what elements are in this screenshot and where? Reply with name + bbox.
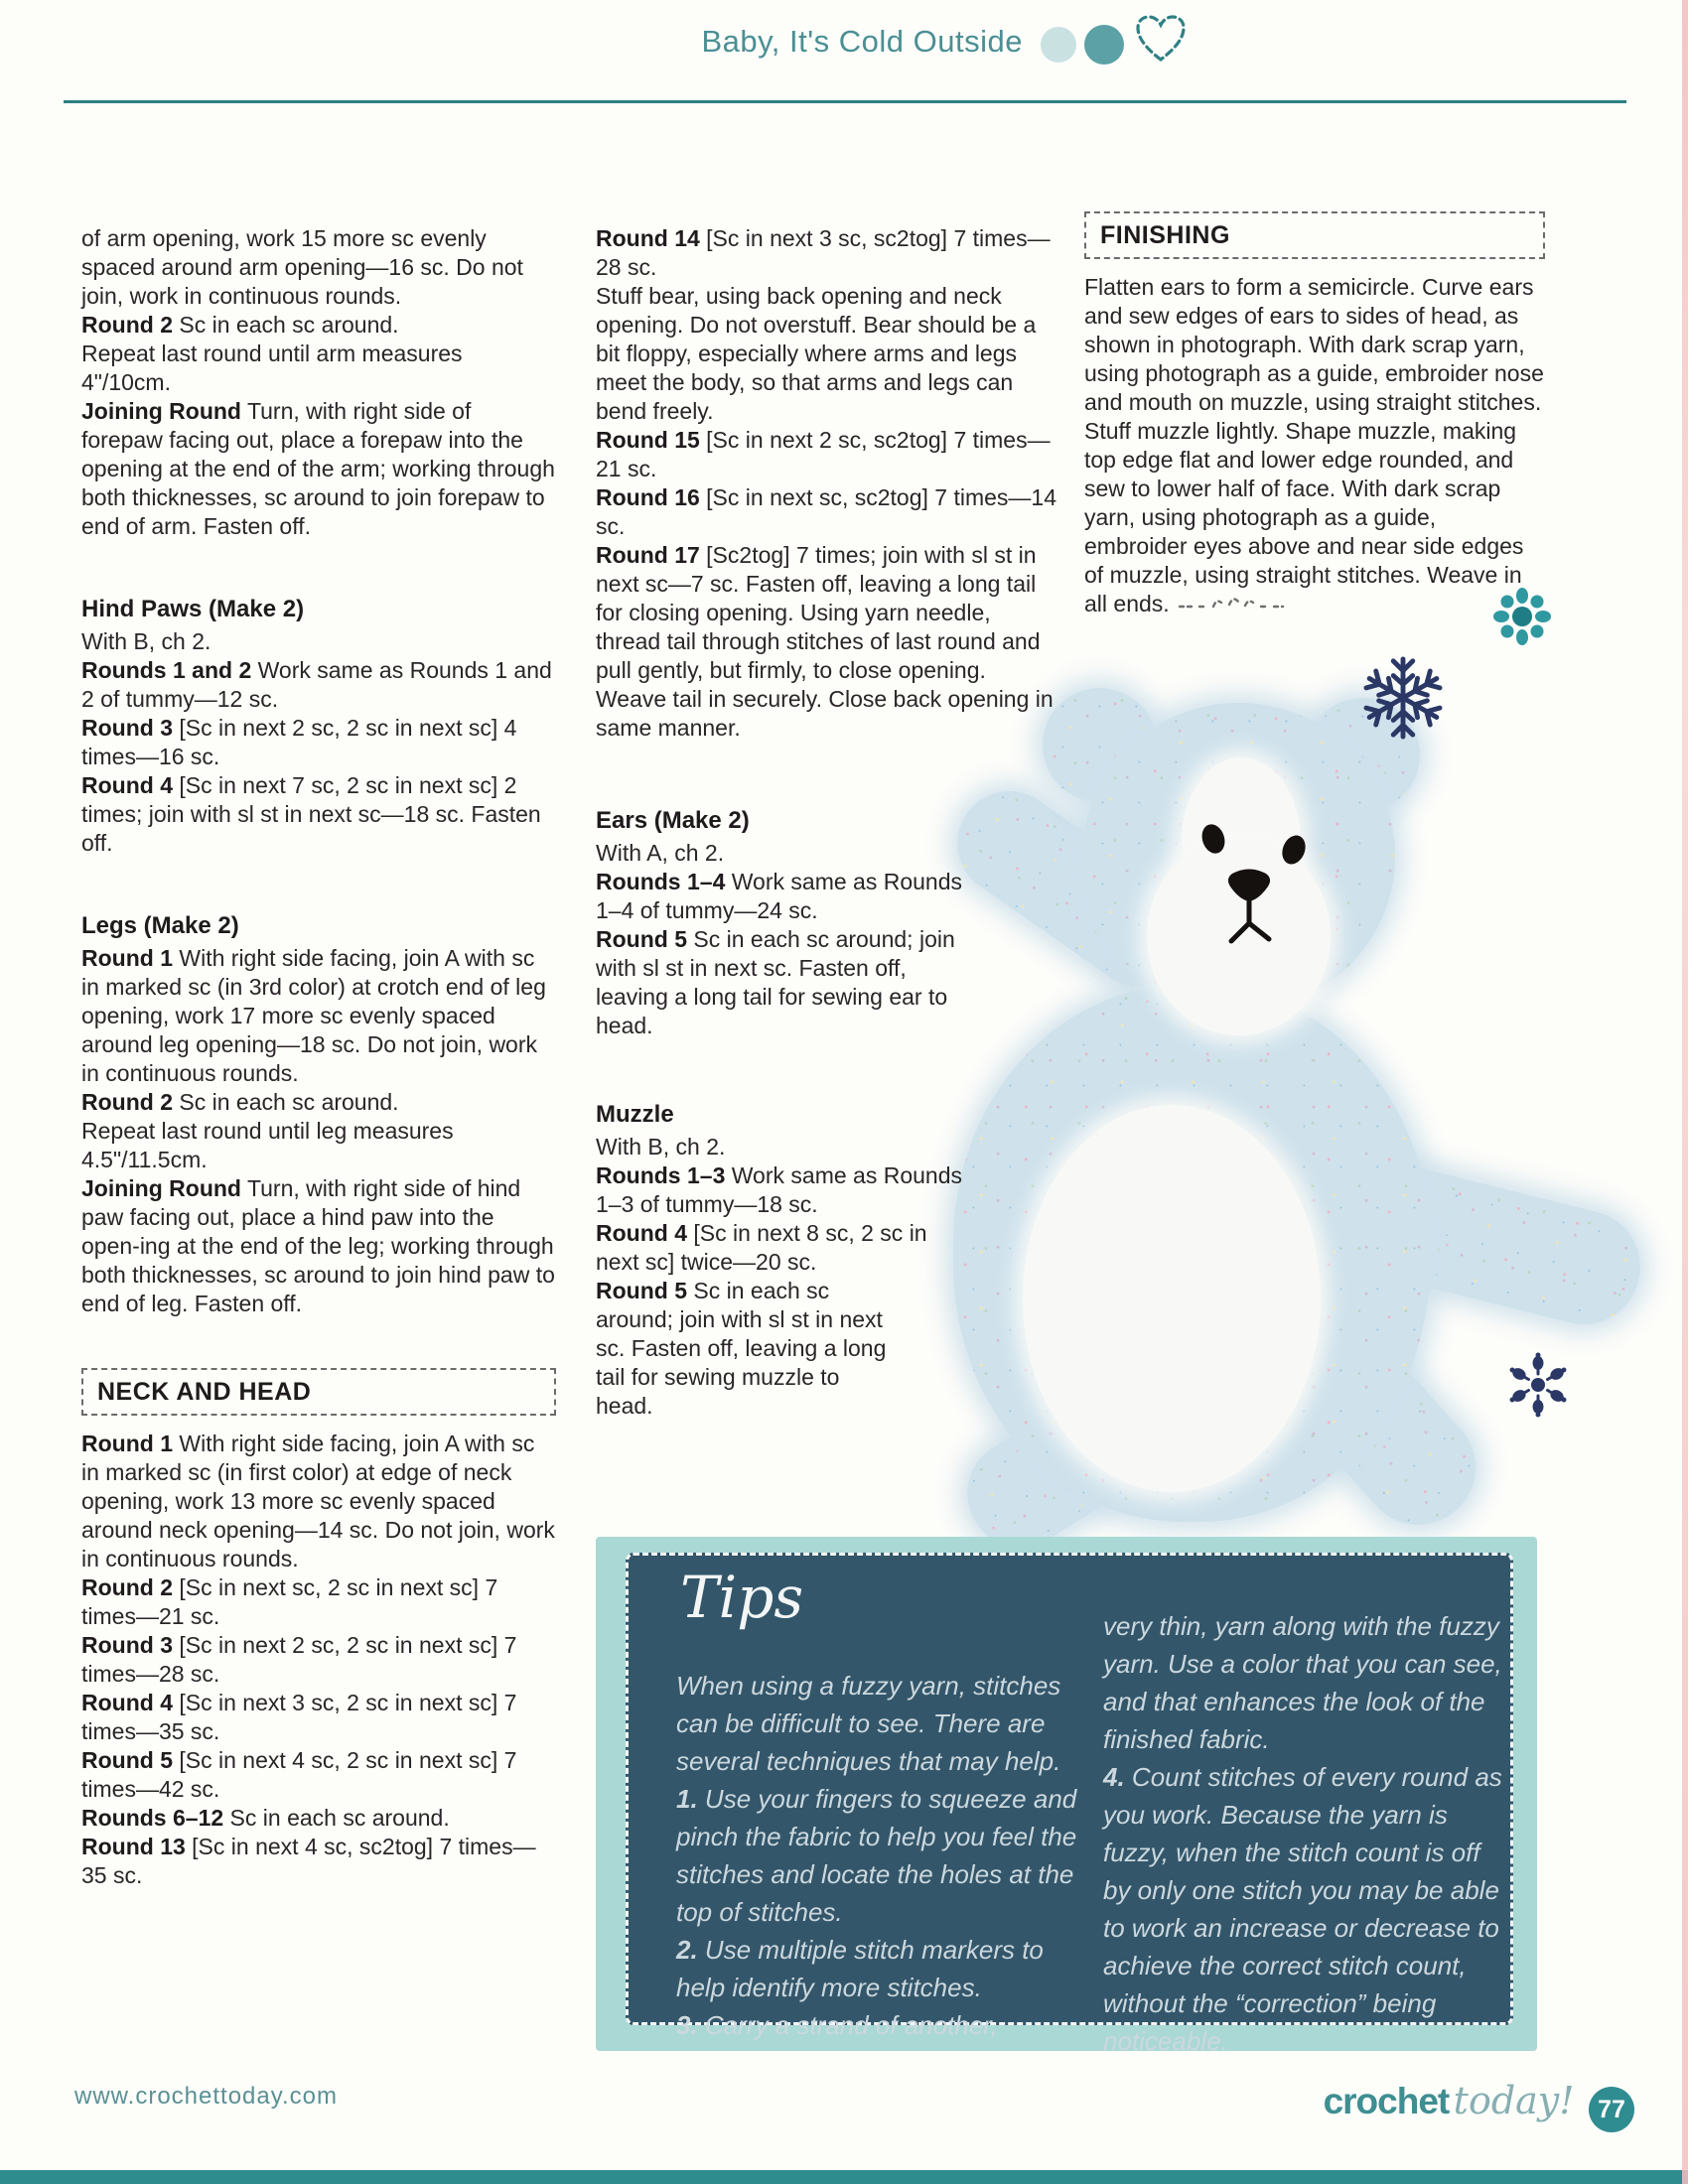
footer-bar bbox=[0, 2170, 1688, 2184]
tips-step-number: 2. bbox=[676, 1935, 698, 1965]
dot-light-icon bbox=[1041, 27, 1076, 63]
text-run: Repeat last round until leg measures 4.5"/11.5cm. bbox=[81, 1118, 454, 1172]
flower-burst-icon bbox=[1493, 588, 1551, 645]
text-run: [Sc in next 2 sc, 2 sc in next sc] 4 times—16 sc. bbox=[81, 715, 517, 769]
pattern-paragraph bbox=[596, 282, 1058, 426]
pattern-paragraph bbox=[81, 714, 556, 771]
pattern-column-3 bbox=[1084, 211, 1545, 618]
text-run: [Sc in next 3 sc, 2 sc in next sc] 7 times—35 sc. bbox=[81, 1690, 517, 1744]
pattern-paragraph bbox=[81, 1804, 556, 1833]
tips-paragraph bbox=[676, 1667, 1081, 1780]
pattern-paragraph bbox=[81, 771, 556, 858]
tips-paragraph bbox=[1103, 1758, 1512, 2060]
pattern-paragraph bbox=[596, 925, 983, 1040]
text-run: [Sc in next 4 sc, 2 sc in next sc] 7 times—42 sc. bbox=[81, 1747, 517, 1802]
page-number-badge: 77 bbox=[1589, 2087, 1634, 2132]
pattern-paragraph bbox=[81, 627, 556, 656]
text-run: [Sc in next 8 sc, 2 sc in next sc] twice—20 sc. bbox=[596, 1220, 927, 1275]
text-run: With right side facing, join A with sc in marked sc (in 3rd color) at crotch end of leg opening, work 17 more sc evenly spaced around leg opening—18 sc. Do not join, work in continuous rounds. bbox=[81, 945, 546, 1086]
text-run: [Sc in next 3 sc, sc2tog] 7 times—28 sc. bbox=[596, 225, 1051, 280]
section-heading: Ears (Make 2) bbox=[596, 807, 750, 834]
pattern-paragraph bbox=[81, 311, 556, 340]
bold-run: Joining Round bbox=[81, 398, 241, 424]
snowflake-icon bbox=[1360, 655, 1446, 741]
tips-paragraph bbox=[676, 1780, 1081, 1931]
pattern-paragraph bbox=[596, 224, 1058, 282]
text-run: [Sc in next 7 sc, 2 sc in next sc] 2 times; join with sl st in next sc—18 sc. Fasten off. bbox=[81, 772, 541, 856]
bold-run: Rounds 1 and 2 bbox=[81, 657, 252, 683]
bold-run: Round 2 bbox=[81, 1089, 173, 1115]
text-run: [Sc in next 4 sc, sc2tog] 7 times—35 sc. bbox=[81, 1834, 536, 1888]
tips-column-right bbox=[1103, 1607, 1512, 2060]
tips-paragraph bbox=[676, 2006, 1081, 2044]
text-run: Work same as Rounds 1 and 2 of tummy—12 sc. bbox=[81, 657, 552, 712]
pattern-paragraph bbox=[81, 224, 556, 311]
dashed-squiggle bbox=[1178, 590, 1287, 618]
pattern-column-2 bbox=[596, 224, 1058, 1421]
section-heading: Legs (Make 2) bbox=[81, 912, 239, 939]
text-run: Turn, with right side of forepaw facing out, place a forepaw into the opening at the end of the arm; working through both thicknesses, sc around to join forepaw to end of arm. Fasten off. bbox=[81, 398, 555, 539]
page-header-title: Baby, It's Cold Outside bbox=[701, 24, 1023, 59]
bold-run: Round 1 bbox=[81, 945, 173, 971]
bold-run: Round 14 bbox=[596, 225, 700, 251]
text-run: With A, ch 2. bbox=[596, 840, 725, 866]
tips-step-number: 3. bbox=[676, 2010, 698, 2040]
bold-run: Round 13 bbox=[81, 1834, 186, 1859]
section-heading: Muzzle bbox=[596, 1101, 674, 1128]
pattern-paragraph bbox=[81, 1833, 556, 1890]
text-run: With B, ch 2. bbox=[596, 1134, 726, 1160]
bear-face bbox=[1097, 713, 1385, 1011]
bold-run: Joining Round bbox=[81, 1175, 241, 1201]
bold-run: Round 1 bbox=[81, 1431, 173, 1456]
text-run: Work same as Rounds 1–4 of tummy—24 sc. bbox=[596, 869, 962, 923]
tips-title: Tips bbox=[680, 1564, 804, 1631]
text-run: Sc in each sc around. bbox=[223, 1805, 450, 1831]
tips-step-number: 1. bbox=[676, 1784, 698, 1814]
text-run: [Sc2tog] 7 times; join with sl st in next sc—7 sc. Fasten off, leaving a long tail for closing opening. Using yarn needle, thread tail through stitches of last round and pull gently, but firmly, to close opening. Weave tail in securely. Close back opening in same manner. bbox=[596, 542, 1054, 741]
bold-run: Rounds 1–3 bbox=[596, 1162, 726, 1188]
dashed-heart-icon bbox=[1134, 14, 1188, 64]
text-run: Use multiple stitch markers to help identify more stitches. bbox=[676, 1935, 1044, 2002]
section-heading: Hind Paws (Make 2) bbox=[81, 596, 305, 622]
pattern-paragraph bbox=[81, 1746, 556, 1804]
pattern-paragraph bbox=[81, 340, 556, 397]
bold-run: Rounds 6–12 bbox=[81, 1805, 224, 1831]
text-run: very thin, yarn along with the fuzzy yarn. Use a color that you can see, and that enhances the look of the finished fabric. bbox=[1103, 1611, 1502, 1754]
boxed-section-heading: FINISHING bbox=[1084, 211, 1545, 259]
text-run: of arm opening, work 15 more sc evenly spaced around arm opening—16 sc. Do not join, work in continuous rounds. bbox=[81, 225, 523, 309]
tips-step-number: 4. bbox=[1103, 1762, 1125, 1792]
text-run: Flatten ears to form a semicircle. Curve ears and sew edges of ears to sides of head, as shown in photograph. With dark scrap yarn, using photograph as a guide, embroider nose and mouth on muzzle, using straight stitches. Stuff muzzle lightly. Shape muzzle, making top edge flat and lower edge rounded, and sew to lower half of face. With dark scrap yarn, using photograph as a guide, embroider eyes above and near side edges of muzzle, using straight stitches. Weave in all ends. bbox=[1084, 274, 1544, 616]
text-run: Sc in each sc around; join with sl st in next sc. Fasten off, leaving a long tail for sewing muzzle to head. bbox=[596, 1278, 887, 1419]
bold-run: Round 17 bbox=[596, 542, 700, 568]
bold-run: Round 4 bbox=[81, 1690, 173, 1715]
bold-run: Round 5 bbox=[81, 1747, 173, 1773]
tips-paragraph bbox=[1103, 1607, 1512, 1758]
bold-run: Round 5 bbox=[596, 926, 687, 952]
bold-run: Round 16 bbox=[596, 484, 700, 510]
bold-run: Round 3 bbox=[81, 715, 173, 741]
text-run: [Sc in next sc, sc2tog] 7 times—14 sc. bbox=[596, 484, 1056, 539]
bold-run: Round 4 bbox=[81, 772, 173, 798]
tips-paragraph bbox=[676, 1931, 1081, 2006]
pattern-paragraph bbox=[81, 1117, 556, 1174]
tips-box bbox=[596, 1537, 1537, 2056]
footer-url: www.crochettoday.com bbox=[74, 2083, 338, 2110]
bold-run: Round 2 bbox=[81, 1574, 173, 1600]
pattern-paragraph bbox=[596, 426, 1058, 483]
text-run: [Sc in next sc, 2 sc in next sc] 7 times—21 sc. bbox=[81, 1574, 498, 1629]
pattern-paragraph bbox=[596, 1161, 993, 1219]
text-run: Turn, with right side of hind paw facing out, place a hind paw into the open-ing at the end of the leg; working through both thicknesses, sc around to join hind paw to end of leg. Fasten off. bbox=[81, 1175, 555, 1316]
text-run: Sc in each sc around; join with sl st in next sc. Fasten off, leaving a long tail for sewing ear to head. bbox=[596, 926, 955, 1038]
text-run: [Sc in next 2 sc, sc2tog] 7 times—21 sc. bbox=[596, 427, 1051, 481]
text-run: Carry a strand of another, bbox=[697, 2010, 998, 2040]
bear-photo bbox=[948, 643, 1688, 1539]
bold-run: Round 15 bbox=[596, 427, 700, 453]
tips-column-left bbox=[676, 1667, 1081, 2044]
text-run: With B, ch 2. bbox=[81, 628, 211, 654]
pattern-paragraph bbox=[81, 397, 556, 541]
pattern-paragraph bbox=[596, 868, 963, 925]
pattern-paragraph bbox=[596, 839, 963, 868]
pattern-paragraph bbox=[81, 1430, 556, 1573]
text-run: Stuff bear, using back opening and neck opening. Do not overstuff. Bear should be a bit floppy, especially where arms and legs meet the body, so that arms and legs can bend freely. bbox=[596, 283, 1037, 424]
pattern-column-1 bbox=[81, 224, 556, 1890]
bold-run: Round 2 bbox=[81, 312, 173, 338]
pattern-paragraph bbox=[1084, 273, 1545, 618]
text-run: With right side facing, join A with sc in marked sc (in first color) at edge of neck opening, work 13 more sc evenly spaced around neck opening—14 sc. Do not join, work in continuous rounds. bbox=[81, 1431, 555, 1571]
logo-crochet: crochet bbox=[1323, 2081, 1450, 2121]
tips-box-inner bbox=[626, 1553, 1513, 2056]
pattern-paragraph bbox=[81, 1689, 556, 1746]
pattern-paragraph bbox=[596, 541, 1058, 743]
logo-today: today! bbox=[1453, 2079, 1575, 2122]
dot-dark-icon bbox=[1084, 25, 1124, 65]
pattern-paragraph bbox=[596, 483, 1058, 541]
pattern-paragraph bbox=[596, 1219, 938, 1277]
header-rule bbox=[64, 100, 1626, 103]
text-run: Sc in each sc around. bbox=[173, 312, 399, 338]
text-run: [Sc in next 2 sc, 2 sc in next sc] 7 times—28 sc. bbox=[81, 1632, 517, 1687]
text-run: Work same as Rounds 1–3 of tummy—18 sc. bbox=[596, 1162, 962, 1217]
dotted-snowflake-icon bbox=[1505, 1352, 1571, 1418]
bear-tummy bbox=[1023, 1105, 1321, 1492]
pattern-paragraph bbox=[81, 1573, 556, 1631]
pattern-paragraph bbox=[81, 656, 556, 714]
pattern-paragraph bbox=[81, 944, 556, 1088]
magazine-logo bbox=[1241, 2079, 1634, 2132]
bold-run: Round 4 bbox=[596, 1220, 687, 1246]
text-run: Count stitches of every round as you work. Because the yarn is fuzzy, when the stitch count is off by only one stitch you may be able to work an increase or decrease to achieve the correct stitch count, without the “correction” being noticeable. bbox=[1103, 1762, 1502, 2056]
text-run: Sc in each sc around. bbox=[173, 1089, 399, 1115]
text-run: When using a fuzzy yarn, stitches can be difficult to see. There are several techniques that may help. bbox=[676, 1671, 1061, 1776]
text-run: Repeat last round until arm measures 4"/10cm. bbox=[81, 341, 463, 395]
bold-run: Rounds 1–4 bbox=[596, 869, 726, 894]
pattern-paragraph bbox=[596, 1133, 953, 1161]
boxed-section-heading: NECK AND HEAD bbox=[81, 1368, 556, 1416]
bold-run: Round 5 bbox=[596, 1278, 687, 1303]
pattern-paragraph bbox=[81, 1631, 556, 1689]
pattern-paragraph bbox=[81, 1174, 556, 1318]
bold-run: Round 3 bbox=[81, 1632, 173, 1658]
pattern-paragraph bbox=[81, 1088, 556, 1117]
text-run: Use your fingers to squeeze and pinch the fabric to help you feel the stitches and locate the holes at the top of stitches. bbox=[676, 1784, 1077, 1927]
page-edge-strip bbox=[1682, 0, 1688, 2184]
pattern-paragraph bbox=[596, 1277, 894, 1421]
